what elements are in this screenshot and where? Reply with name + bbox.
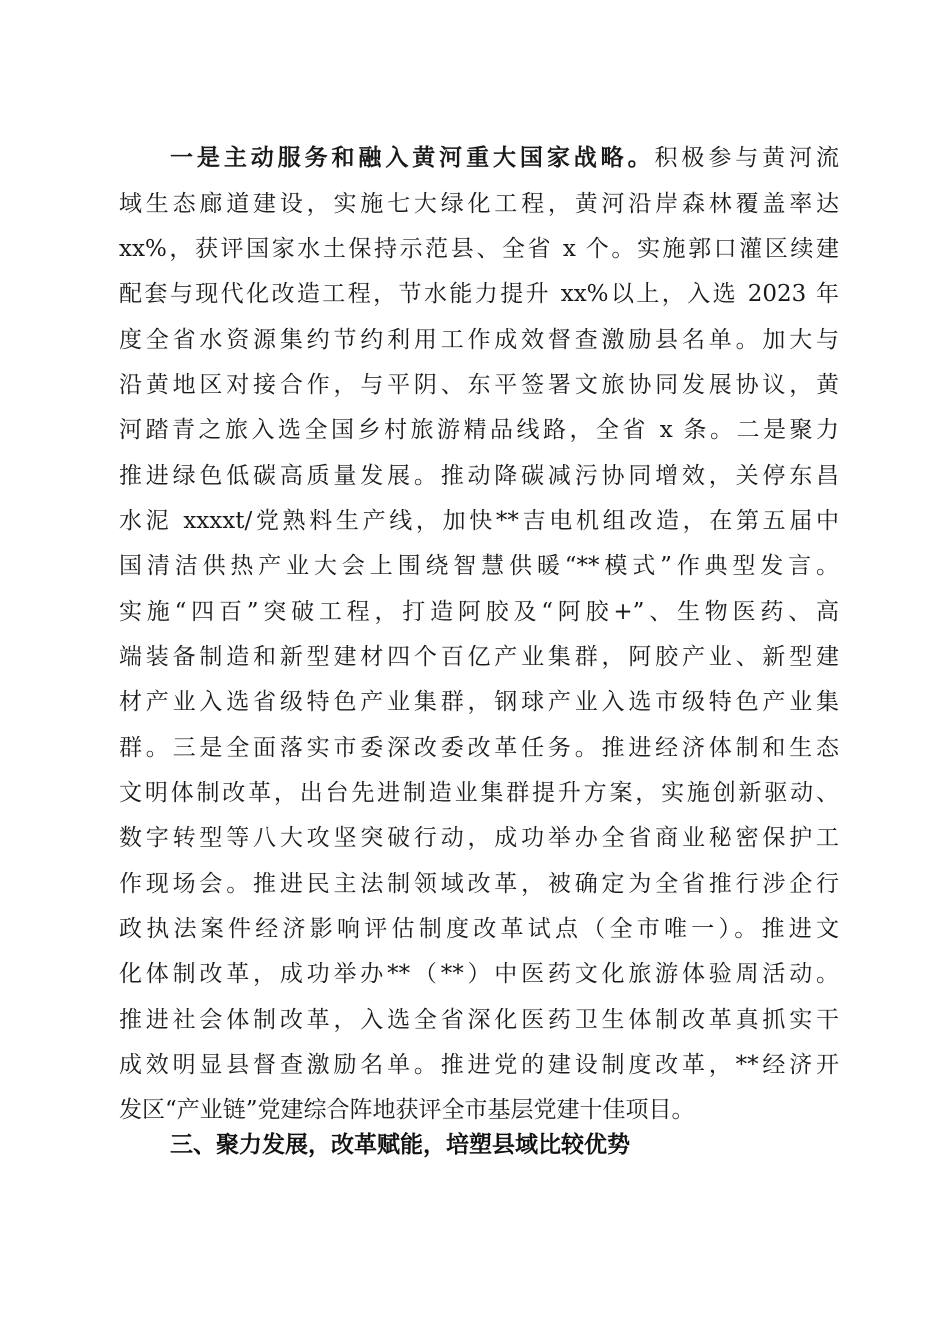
paragraph-line: 成效明显县督查激励名单。推进党的建设制度改革，**经济开: [119, 1052, 839, 1078]
paragraph-line: 配套与现代化改造工程，节水能力提升 xx%以上，入选 2023 年: [119, 281, 839, 307]
paragraph-line: 实施“四百”突破工程，打造阿胶及“阿胶+”、生物医药、高: [119, 599, 839, 625]
paragraph-line: 数字转型等八大攻坚突破行动，成功举办全省商业秘密保护工: [119, 825, 839, 851]
paragraph-line: 域生态廊道建设，实施七大绿化工程，黄河沿岸森林覆盖率达: [119, 191, 839, 217]
paragraph-line: 作现场会。推进民主法制领域改革，被确定为全省推行涉企行: [119, 871, 839, 897]
paragraph-line: xx%，获评国家水土保持示范县、全省 x 个。实施郭口灌区续建: [119, 236, 839, 262]
paragraph-line: 发区“产业链”党建综合阵地获评全市基层党建十佳项目。: [119, 1097, 695, 1123]
paragraph-line: 政执法案件经济影响评估制度改革试点（全市唯一）。推进文: [119, 916, 839, 942]
paragraph-line: [170, 138, 839, 178]
paragraph-line: 材产业入选省级特色产业集群，钢球产业入选市级特色产业集: [119, 689, 839, 715]
paragraph-line: 化体制改革，成功举办**（**）中医药文化旅游体验周活动。: [119, 961, 839, 987]
paragraph-line: 端装备制造和新型建材四个百亿产业集群，阿胶产业、新型建: [119, 644, 839, 670]
paragraph-line: 沿黄地区对接合作，与平阴、东平签署文旅协同发展协议，黄: [119, 372, 839, 398]
paragraph-line: 推进绿色低碳高质量发展。推动降碳减污协同增效，关停东昌: [119, 463, 839, 489]
paragraph-line: 度全省水资源集约节约利用工作成效督查激励县名单。加大与: [119, 327, 839, 353]
paragraph-line: 河踏青之旅入选全国乡村旅游精品线路，全省 x 条。二是聚力: [119, 417, 839, 443]
paragraph-lead-bold: 一是主动服务和融入黄河重大国家战略。: [170, 144, 655, 171]
paragraph-line: 群。三是全面落实市委深改委改革任务。推进经济体制和生态: [119, 735, 839, 761]
paragraph-line: 水泥 xxxxt/党熟料生产线，加快**吉电机组改造，在第五届中: [119, 508, 839, 534]
paragraph-line: 推进社会体制改革，入选全省深化医药卫生体制改革真抓实干: [119, 1007, 839, 1033]
paragraph-line: 国清洁供热产业大会上围绕智慧供暖“**模式”作典型发言。: [119, 553, 839, 579]
paragraph-line: 文明体制改革，出台先进制造业集群提升方案，实施创新驱动、: [119, 780, 839, 806]
section-heading: 三、聚力发展，改革赋能，培塑县域比较优势: [170, 1132, 630, 1158]
paragraph-line-text: 积极参与黄河流: [654, 145, 840, 171]
